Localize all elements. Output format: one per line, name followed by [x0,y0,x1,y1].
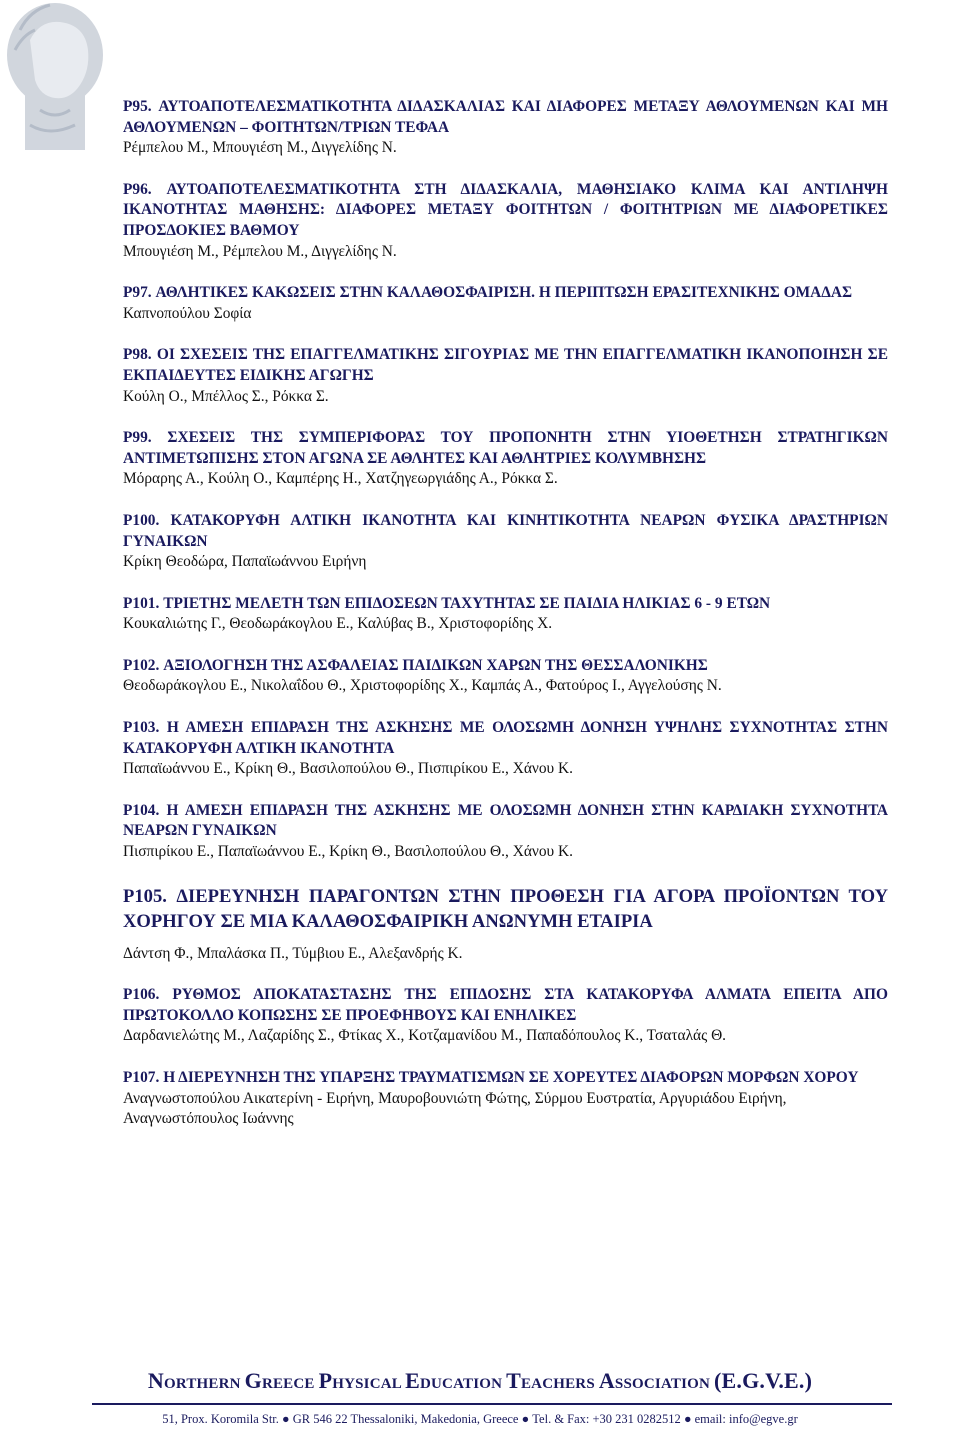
entry-code: P95. [123,98,152,115]
entry-title [123,97,888,138]
org-part: EACHERS [520,1376,599,1392]
entry-authors: Ρέμπελου Μ., Μπουγιέση Μ., Διγγελίδης Ν. [123,139,397,157]
entry-title [123,656,888,677]
abstract-entry [123,345,888,407]
entry-title-text: ΣΧΕΣΕΙΣ ΤΗΣ ΣΥΜΠΕΡΙΦΟΡΑΣ ΤΟΥ ΠΡΟΠΟΝΗΤΗ ΣΤΗΝ ΥΙΟΘΕΤΗΣΗ ΣΤΡΑΤΗΓΙΚΩΝ ΑΝΤΙΜΕΤΩΠΙΣΗΣ ΣΤΟΝ ΑΓΩΝΑ ΣΕ ΑΘΛΗΤΕΣ ΚΑΙ ΑΘΛΗΤΡΙΕΣ ΚΟΛΥΜΒΗΣΗΣ [123,429,888,467]
entry-title-text: ΟΙ ΣΧΕΣΕΙΣ ΤΗΣ ΕΠΑΓΓΕΛΜΑΤΙΚΗΣ ΣΙΓΟΥΡΙΑΣ ΜΕ ΤΗΝ ΕΠΑΓΓΕΛΜΑΤΙΚΗ ΙΚΑΝΟΠΟΙΗΣΗ ΣΕ ΕΚΠΑΙΔΕΥΤΕΣ ΕΙΔΙΚΗΣ ΑΓΩΓΗΣ [123,346,888,384]
entry-title-text: ΤΡΙΕΤΗΣ ΜΕΛΕΤΗ ΤΩΝ ΕΠΙΔΟΣΕΩΝ ΤΑΧΥΤΗΤΑΣ ΣΕ ΠΑΙΔΙΑ ΗΛΙΚΙΑΣ 6 - 9 ΕΤΩΝ [163,594,771,612]
org-part: P [318,1368,333,1393]
philosopher-head-watermark-icon [0,0,120,150]
entry-title-text: ΔΙΕΡΕΥΝΗΣΗ ΠΑΡΑΓΟΝΤΩΝ ΣΤΗΝ ΠΡΟΘΕΣΗ ΓΙΑ ΑΓΟΡΑ ΠΡΟΪΟΝΤΩΝ ΤΟΥ ΧΟΡΗΓΟΥ ΣΕ ΜΙΑ ΚΑΛΑΘΟΣΦΑΙΡΙΚΗ ΑΝΩΝΥΜΗ ΕΤΑΙΡΙΑ [123,885,888,933]
entry-title-text: ΑΥΤΟΑΠΟΤΕΛΕΣΜΑΤΙΚΟΤΗΤΑ ΣΤΗ ΔΙΔΑΣΚΑΛΙΑ, ΜΑΘΗΣΙΑΚΟ ΚΛΙΜΑ ΚΑΙ ΑΝΤΙΛΗΨΗ ΙΚΑΝΟΤΗΤΑΣ ΜΑΘΗΣΗΣ: ΔΙΑΦΟΡΕΣ ΜΕΤΑΞΥ ΦΟΙΤΗΤΩΝ / ΦΟΙΤΗΤΡΙΩΝ ΜΕ ΔΙΑΦΟΡΕΤΙΚΕΣ ΠΡΟΣΔΟΚΙΕΣ ΒΑΘΜΟΥ [123,180,888,239]
entry-authors: Κούλη Ο., Μπέλλος Σ., Ρόκκα Σ. [123,387,329,405]
entry-title [123,801,888,842]
abstract-entry [123,180,888,262]
abstract-entry [123,985,888,1047]
org-part: (E.G.V.E.) [713,1368,813,1393]
entry-title [123,180,888,242]
org-part: N [147,1368,164,1393]
address-street: 51, Prox. Koromila Str. [162,1412,279,1426]
abstract-entry [123,283,888,324]
entry-title-text: Η ΔΙΕΡΕΥΝΗΣΗ ΤΗΣ ΥΠΑΡΞΗΣ ΤΡΑΥΜΑΤΙΣΜΩΝ ΣΕ ΧΟΡΕΥΤΕΣ ΔΙΑΦΟΡΩΝ ΜΟΡΦΩΝ ΧΟΡΟΥ [163,1069,859,1086]
entry-authors: Μόραρης Α., Κούλη Ο., Καμπέρης Η., Χατζηγεωργιάδης Α., Ρόκκα Σ. [123,470,558,488]
org-part: ORTHERN [163,1376,245,1392]
entry-title [123,718,888,759]
address-city: GR 546 22 Thessaloniki, Makedonia, Greece [292,1412,519,1426]
bullet-separator: ● [278,1412,293,1426]
entry-code: P101. [123,594,160,612]
footer-divider [92,1403,892,1405]
org-part: SSOCIATION [614,1376,714,1392]
footer-address [0,1412,960,1427]
abstract-entry [123,656,888,697]
entry-code: P100. [123,511,160,529]
abstract-entry [123,718,888,780]
entry-authors: Μπουγιέση Μ., Ρέμπελου Μ., Διγγελίδης Ν. [123,242,397,260]
entry-title-text: ΑΥΤΟΑΠΟΤΕΛΕΣΜΑΤΙΚΟΤΗΤΑ ΔΙΔΑΣΚΑΛΙΑΣ ΚΑΙ ΔΙΑΦΟΡΕΣ ΜΕΤΑΞΥ ΑΘΛΟΥΜΕΝΩΝ ΚΑΙ ΜΗ ΑΘΛΟΥΜΕΝΩΝ – ΦΟΙΤΗΤΩΝ/ΤΡΙΩΝ ΤΕΦΑΑ [123,98,888,136]
abstract-entry [123,884,888,965]
entry-authors: Παπαϊωάννου Ε., Κρίκη Θ., Βασιλοπούλου Θ., Πισπιρίκου Ε., Χάνου Κ. [123,760,573,778]
abstract-entry [123,97,888,159]
entry-code: P104. [123,801,160,819]
org-part: A [598,1368,615,1393]
abstract-entry [123,511,888,573]
entry-code: P96. [123,180,152,198]
abstract-entry [123,801,888,863]
entry-title-text: ΑΘΛΗΤΙΚΕΣ ΚΑΚΩΣΕΙΣ ΣΤΗΝ ΚΑΛΑΘΟΣΦΑΙΡΙΣΗ. Η ΠΕΡΙΠΤΩΣΗ ΕΡΑΣΙΤΕΧΝΙΚΗΣ ΟΜΑΔΑΣ [155,284,853,302]
entry-authors: Θεοδωράκογλου Ε., Νικολαΐδου Θ., Χριστοφορίδης Χ., Καμπάς Α., Φατούρος Ι., Αγγελούσης Ν. [123,677,722,695]
entry-code: P102. [123,656,160,674]
entry-title-text: ΚΑΤΑΚΟΡΥΦΗ ΑΛΤΙΚΗ ΙΚΑΝΟΤΗΤΑ ΚΑΙ ΚΙΝΗΤΙΚΟΤΗΤΑ ΝΕΑΡΩΝ ΦΥΣΙΚΑ ΔΡΑΣΤΗΡΙΩΝ ΓΥΝΑΙΚΩΝ [123,511,888,550]
entry-title-text: ΑΞΙΟΛΟΓΗΣΗ ΤΗΣ ΑΣΦΑΛΕΙΑΣ ΠΑΙΔΙΚΩΝ ΧΑΡΩΝ ΤΗΣ ΘΕΣΣΑΛΟΝΙΚΗΣ [163,656,708,674]
entry-title [123,1068,888,1089]
address-phone: Tel. & Fax: +30 231 0282512 [532,1412,681,1426]
entry-authors: Δάντση Φ., Μπαλάσκα Π., Τύμβιου Ε., Αλεξανδρής Κ. [123,944,463,962]
entry-title-text: ΡΥΘΜΟΣ ΑΠΟΚΑΤΑΣΤΑΣΗΣ ΤΗΣ ΕΠΙΔΟΣΗΣ ΣΤΑ ΚΑΤΑΚΟΡΥΦΑ ΑΛΜΑΤΑ ΕΠΕΙΤΑ ΑΠΟ ΠΡΩΤΟΚΟΛΛΟ ΚΟΠΩΣΗΣ ΣΕ ΠΡΟΕΦΗΒΟΥΣ ΚΑΙ ΕΝΗΛΙΚΕΣ [123,986,888,1024]
entry-title [123,511,888,552]
entry-authors: Δαρδανιελώτης Μ., Λαζαρίδης Σ., Φτίκας Χ., Κοτζαμανίδου Μ., Παπαδόπουλος Κ., Τσαταλάς Θ. [123,1027,727,1045]
entry-authors: Αναγνωστοπούλου Αικατερίνη - Ειρήνη, Μαυροβουνιώτη Φώτης, Σύρμου Ευστρατία, Αργυριάδου Ειρήνη, Αναγνωστόπουλος Ιωάννης [123,1089,787,1128]
entry-title [123,428,888,469]
abstract-entry [123,1068,888,1130]
entry-authors: Κουκαλιώτης Γ., Θεοδωράκογλου Ε., Καλύβας Β., Χριστοφορίδης Χ. [123,615,553,633]
abstract-entry [123,594,888,635]
org-part: T [506,1368,521,1393]
address-email: email: info@egve.gr [694,1412,798,1426]
entry-title [123,594,888,615]
org-part: REECE [261,1376,319,1392]
entry-authors: Καπνοπούλου Σοφία [123,304,252,322]
entry-code: P98. [123,346,152,364]
entry-code: P99. [123,429,152,447]
bullet-separator: ● [680,1412,695,1426]
footer-organization [0,1368,960,1394]
entry-title [123,345,888,386]
entry-title [123,884,888,935]
entry-title [123,985,888,1026]
abstract-entry [123,428,888,490]
entries-list [123,97,888,1151]
bullet-separator: ● [518,1412,533,1426]
org-part: HYSICAL [332,1376,406,1392]
entry-code: P103. [123,719,160,737]
entry-authors: Πισπιρίκου Ε., Παπαϊωάννου Ε., Κρίκη Θ., Βασιλοπούλου Θ., Χάνου Κ. [123,843,573,861]
org-part: G [244,1368,262,1393]
entry-title-text: Η ΑΜΕΣΗ ΕΠΙΔΡΑΣΗ ΤΗΣ ΑΣΚΗΣΗΣ ΜΕ ΟΛΟΣΩΜΗ ΔΟΝΗΣΗ ΥΨΗΛΗΣ ΣΥΧΝΟΤΗΤΑΣ ΣΤΗΝ ΚΑΤΑΚΟΡΥΦΗ ΑΛΤΙΚΗ ΙΚΑΝΟΤΗΤΑ [123,719,888,757]
entry-code: P105. [123,885,167,907]
entry-code: P97. [123,284,152,302]
org-part: E [405,1368,420,1393]
entry-title [123,283,888,304]
entry-code: P107. [123,1069,160,1086]
entry-title-text: Η ΑΜΕΣΗ ΕΠΙΔΡΑΣΗ ΤΗΣ ΑΣΚΗΣΗΣ ΜΕ ΟΛΟΣΩΜΗ ΔΟΝΗΣΗ ΣΤΗΝ ΚΑΡΔΙΑΚΗ ΣΥΧΝΟΤΗΤΑ ΝΕΑΡΩΝ ΓΥΝΑΙΚΩΝ [123,801,888,840]
entry-code: P106. [123,986,160,1004]
org-part: DUCATION [419,1376,507,1392]
entry-authors: Κρίκη Θεοδώρα, Παπαϊωάννου Ειρήνη [123,553,367,571]
